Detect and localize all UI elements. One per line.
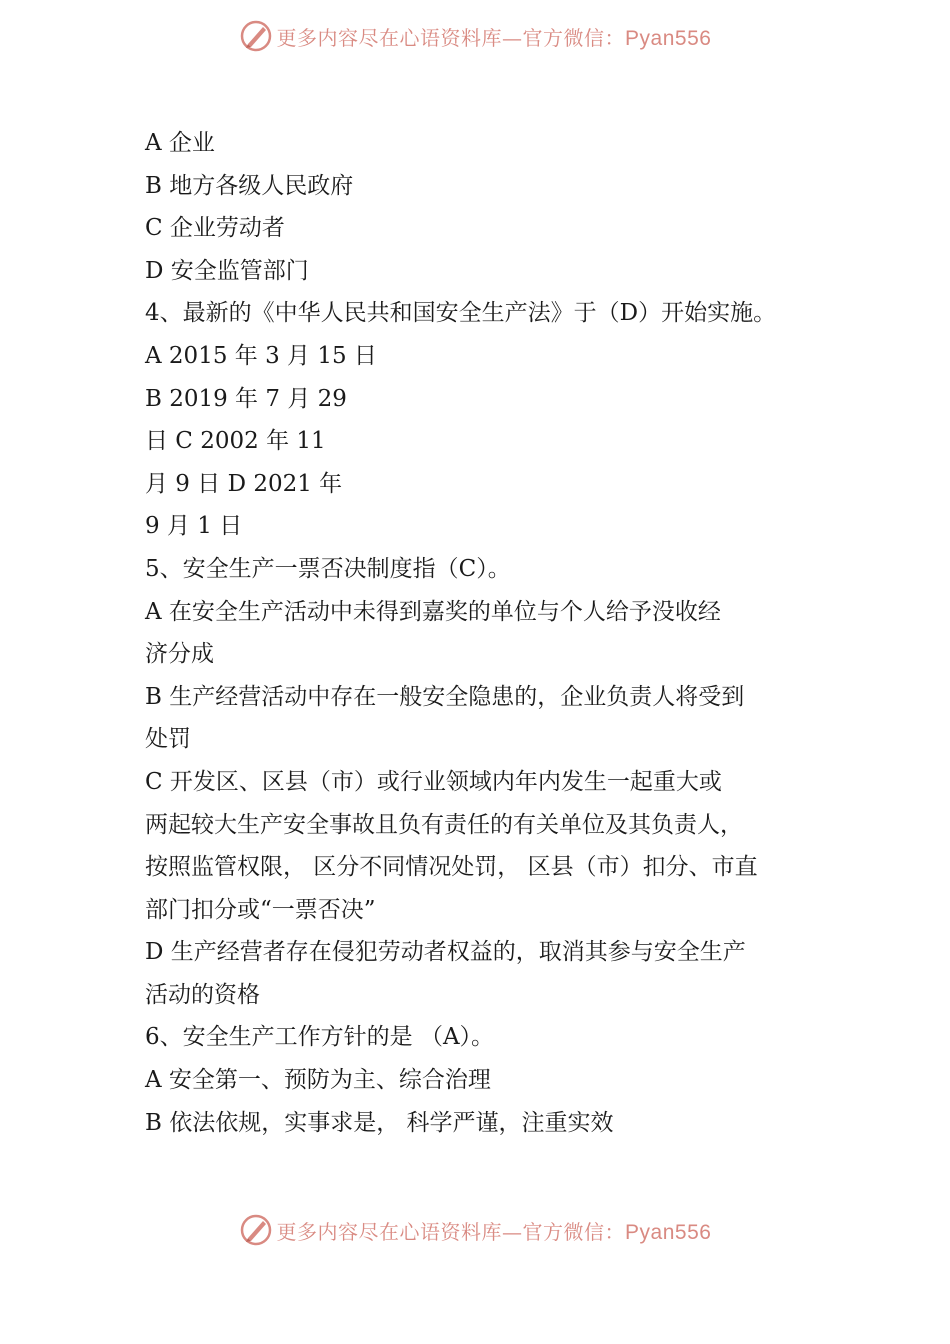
text-line: 两起较大生产安全事故且负有责任的有关单位及其负责人， [145, 811, 743, 838]
pen-logo-icon [239, 19, 273, 53]
header-banner-id: Pyan556 [625, 26, 712, 50]
text-line: B 生产经营活动中存在一般安全隐患的，企业负责人将受到 [145, 683, 745, 710]
text-line: A 在安全生产活动中未得到嘉奖的单位与个人给予没收经 [145, 598, 721, 625]
text-line: 济分成 [145, 641, 214, 668]
text-line: 处罚 [145, 726, 191, 753]
text-line: 按照监管权限， 区分不同情况处罚， 区县（市）扣分、市直 [145, 854, 758, 881]
text-line: C 企业劳动者 [145, 215, 285, 242]
text-line: A 企业 [145, 130, 215, 156]
text-line: 9 月 1 日 [145, 513, 243, 540]
footer-banner-id: Pyan556 [625, 1220, 712, 1244]
text-line: D 生产经营者存在侵犯劳动者权益的，取消其参与安全生产 [145, 939, 746, 966]
question-5: 5、安全生产一票否决制度指（C）。 [145, 555, 511, 582]
header-banner-text: 更多内容尽在心语资料库—官方微信：Pyan556 [276, 25, 712, 50]
document-body [145, 122, 845, 1144]
footer-banner-text: 更多内容尽在心语资料库—官方微信：Pyan556 [276, 1219, 712, 1244]
question-4: 4、最新的《中华人民共和国安全生产法》于（D）开始实施。 [145, 300, 777, 327]
text-line: 活动的资格 [145, 981, 260, 1008]
text-line: A 2015 年 3 月 15 日 [145, 342, 377, 369]
text-line: 月 9 日 D 2021 年 [145, 470, 343, 497]
text-line: 日 C 2002 年 11 [145, 428, 326, 455]
text-line: B 地方各级人民政府 [145, 172, 354, 199]
text-line: 部门扣分或“一票否决” [145, 896, 376, 923]
footer-banner [0, 1210, 950, 1250]
question-6: 6、安全生产工作方针的是 （A）。 [145, 1024, 495, 1051]
header-banner [0, 16, 950, 56]
text-line: C 开发区、区县（市）或行业领域内年内发生一起重大或 [145, 768, 722, 795]
pen-logo-icon [239, 1213, 273, 1247]
text-line: B 依法依规，实事求是， 科学严谨，注重实效 [145, 1109, 614, 1136]
text-line: D 安全监管部门 [145, 257, 309, 284]
text-line: B 2019 年 7 月 29 [145, 385, 347, 412]
text-line: A 安全第一、预防为主、综合治理 [145, 1067, 491, 1094]
